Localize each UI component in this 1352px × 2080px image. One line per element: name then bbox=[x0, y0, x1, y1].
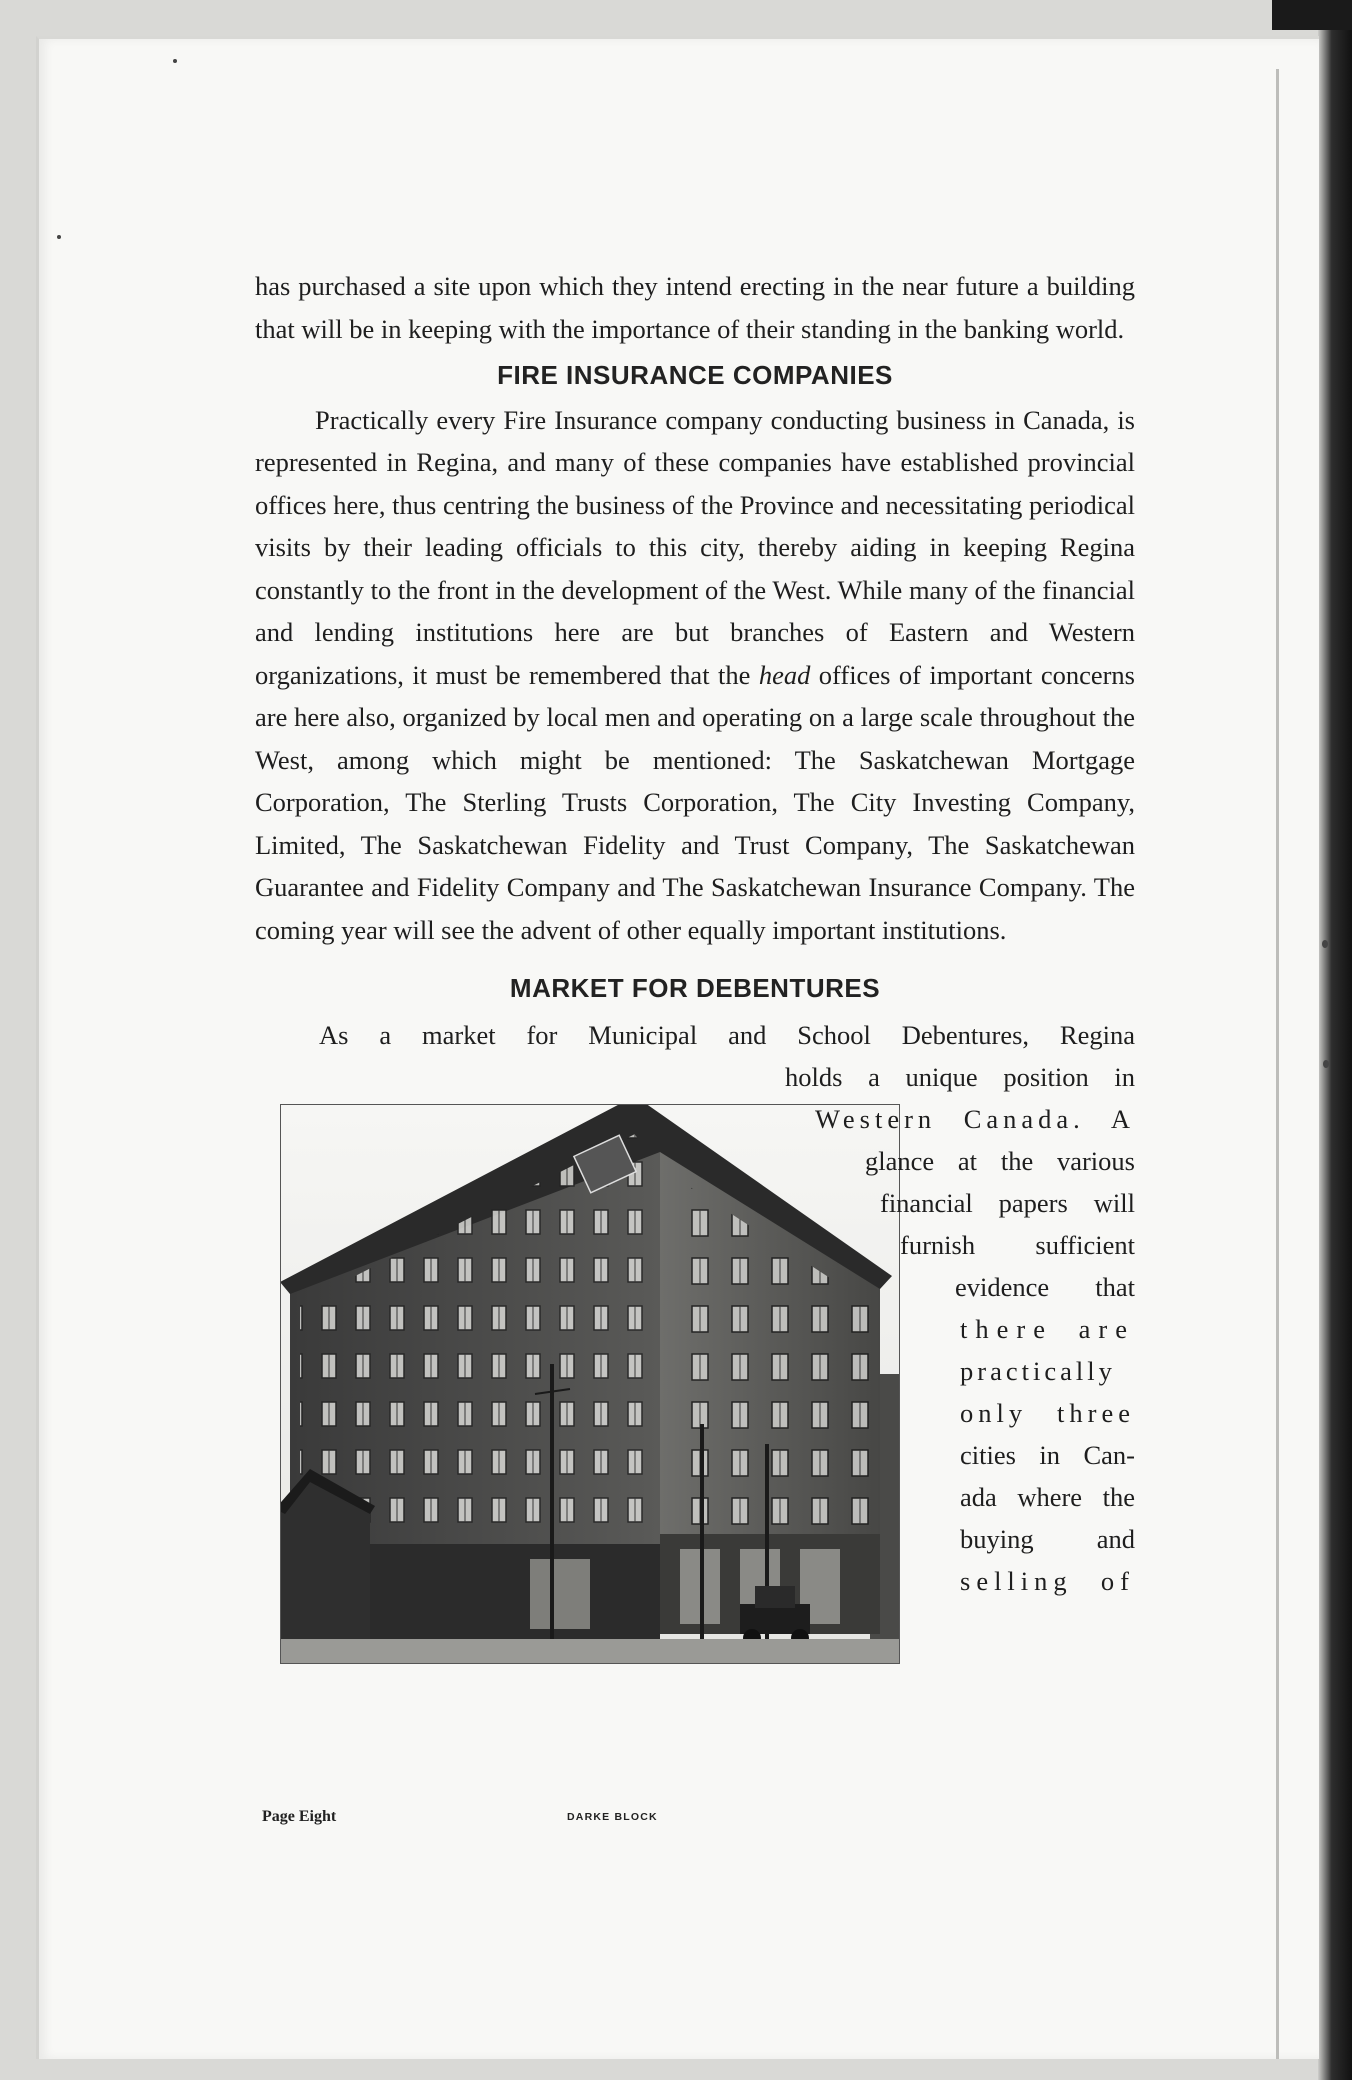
speck bbox=[57, 235, 61, 239]
wrapped-line: Western Canada. A bbox=[815, 1104, 1135, 1134]
margin-mark bbox=[1322, 940, 1328, 948]
fire-insurance-text-a: Practically every Fire Insurance company conducting business in Canada, is represented in Regina, and many of these companies have established provincial offices here, thus centring the business of the Province and necessitating periodical visits by their leading officials to this city, thereby aiding in keeping Regina constantly to the front in the development of the West. While many of the financial and lending institutions here are but branches of Eastern and Western organizations, it must be remembered that the bbox=[255, 404, 1135, 690]
wrapped-line: there are bbox=[960, 1314, 1135, 1344]
wrapped-line: financial papers will bbox=[880, 1188, 1135, 1218]
fire-insurance-paragraph bbox=[255, 399, 1135, 952]
wrapped-line: ada where the bbox=[960, 1482, 1135, 1512]
debentures-first-line: As a market for Municipal and School Debentures, Regina bbox=[319, 1019, 1135, 1050]
margin-marks bbox=[1320, 930, 1340, 1130]
margin-mark bbox=[1323, 1060, 1329, 1068]
fire-insurance-heading: FIRE INSURANCE COMPANIES bbox=[497, 360, 893, 390]
wrapped-line: glance at the various bbox=[865, 1146, 1135, 1176]
speck bbox=[173, 59, 177, 63]
wrapped-line: holds a unique position in bbox=[785, 1062, 1135, 1092]
page-footer bbox=[262, 1808, 962, 1838]
scan-dark-corner bbox=[1272, 0, 1352, 30]
wrapped-line: practically bbox=[960, 1356, 1116, 1386]
debentures-wrap-block bbox=[255, 1056, 1135, 1696]
wrapped-line: buying and bbox=[960, 1524, 1135, 1554]
italic-head-word: head bbox=[758, 659, 811, 690]
article-content bbox=[255, 265, 1135, 1696]
page-edge-line bbox=[1276, 69, 1279, 2059]
wrapped-line: selling of bbox=[960, 1566, 1135, 1596]
fire-insurance-text-b: offices of important concerns are here also, organized by local men and operating on a large scale throughout the West, among which might be mentioned: The Saskatchewan Mortgage Corporation, The Sterling Trusts Corporation, The City Investing Company, Limited, The Saskatchewan Fidelity and Trust Company, The Saskatchewan Guarantee and Fidelity Company and The Saskatchewan Insurance Company. The coming year will see the advent of other equally important institutions. bbox=[255, 659, 1135, 945]
wrapped-line: evidence that bbox=[955, 1272, 1135, 1302]
page-number-label: Page Eight bbox=[262, 1808, 337, 1825]
intro-paragraph: has purchased a site upon which they intend erecting in the near future a building that will be in keeping with the importance of their standing in the banking world. bbox=[255, 271, 1135, 344]
wrapped-line: furnish sufficient bbox=[900, 1230, 1135, 1260]
debentures-heading: MARKET FOR DEBENTURES bbox=[509, 973, 881, 1003]
photo-caption: DARKE BLOCK bbox=[567, 1811, 658, 1823]
wrapped-line: cities in Can- bbox=[960, 1440, 1135, 1470]
wrapped-line: only three bbox=[960, 1398, 1135, 1428]
wrapped-text-column bbox=[775, 1056, 1135, 1696]
